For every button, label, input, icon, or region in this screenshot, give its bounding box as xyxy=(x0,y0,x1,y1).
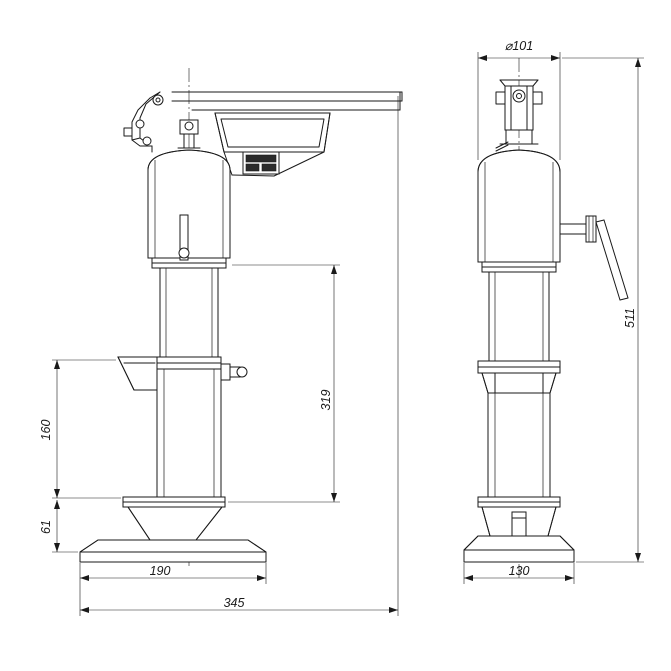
dim-61-label: 61 xyxy=(39,520,53,534)
front-lever-linkage xyxy=(124,92,163,152)
side-ram-tube-lower xyxy=(488,393,550,497)
front-base-plate xyxy=(80,540,266,562)
front-view xyxy=(39,68,402,616)
side-base-plate xyxy=(464,536,574,562)
dim-190-label: 190 xyxy=(149,564,171,578)
front-valve-knob xyxy=(218,364,247,380)
dim-d101-label: ⌀101 xyxy=(504,39,534,53)
side-handle-lever xyxy=(560,216,628,300)
dim-345-label: 345 xyxy=(223,596,245,610)
front-side-bracket xyxy=(118,357,160,390)
front-lower-flange xyxy=(123,497,225,507)
dim-130-label: 130 xyxy=(508,564,530,578)
front-pedestal-cone xyxy=(128,507,222,540)
side-pump-head xyxy=(496,80,542,151)
front-tank-body xyxy=(148,150,230,258)
dim-511-label: 511 xyxy=(623,308,637,328)
side-mid-clamp xyxy=(478,361,560,393)
side-lower-flange xyxy=(478,497,560,536)
front-nameplate xyxy=(243,152,279,174)
dim-319-label: 319 xyxy=(319,389,333,411)
dim-160-label: 160 xyxy=(39,419,53,441)
side-ram-tube-upper xyxy=(489,272,549,368)
side-tank-body xyxy=(478,150,560,262)
front-mid-band xyxy=(157,357,221,369)
side-view xyxy=(464,39,644,584)
front-ram-tube-lower xyxy=(157,369,221,497)
front-top-arm xyxy=(172,92,402,110)
front-ram-tube-upper xyxy=(160,268,218,364)
side-upper-collar xyxy=(482,262,556,272)
